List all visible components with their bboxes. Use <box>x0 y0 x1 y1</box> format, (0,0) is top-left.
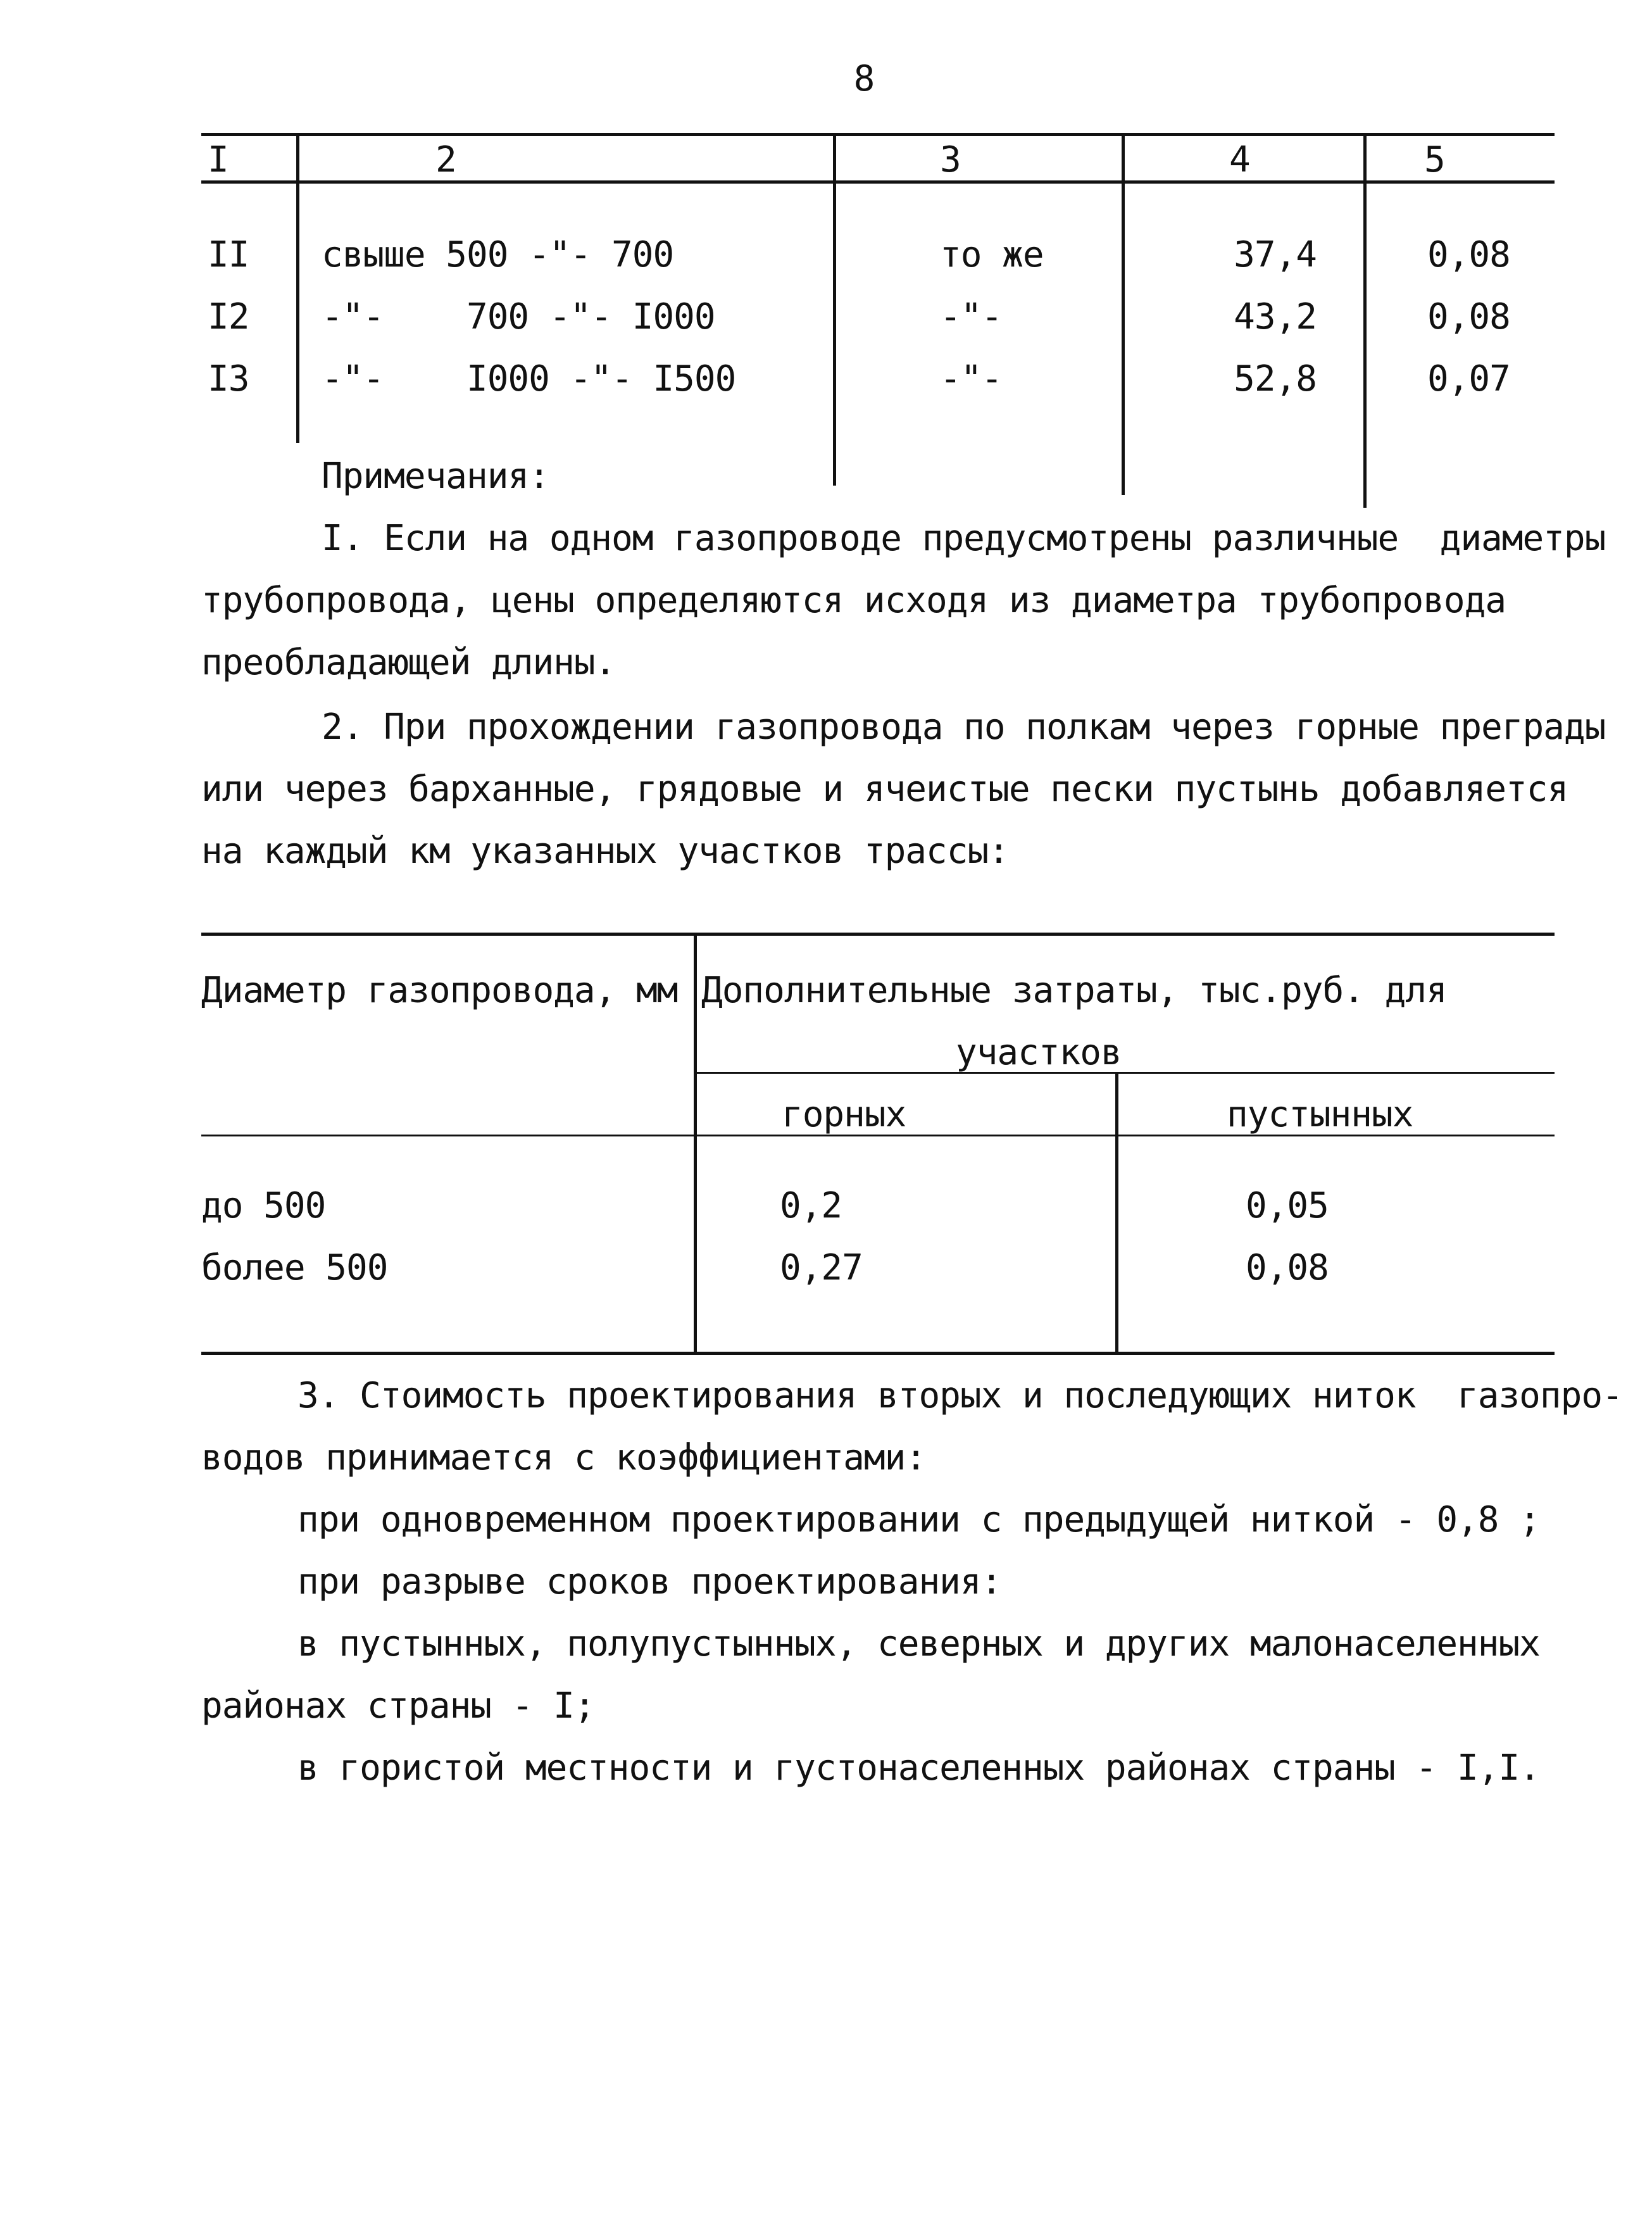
note-line: водов принимается с коэффициентами: <box>201 1437 927 1478</box>
desert-cost: 0,05 <box>1246 1185 1329 1226</box>
table2-subheader-rule <box>696 1072 1555 1074</box>
unit: -"- <box>940 296 1003 337</box>
diameter-range: -"- I000 -"- I500 <box>322 358 736 399</box>
table2-col-divider <box>1115 1073 1118 1353</box>
table1-header-cell: 5 <box>1424 139 1445 180</box>
note-line: I. Если на одном газопроводе предусмотрены различные диаметры <box>322 518 1606 559</box>
table1-header-rule <box>201 180 1555 184</box>
price: 37,4 <box>1234 234 1317 275</box>
coefficient: 0,08 <box>1427 234 1510 275</box>
row-number: I2 <box>208 296 249 337</box>
price: 52,8 <box>1234 358 1317 399</box>
notes-title: Примечания: <box>322 456 549 497</box>
note-line: на каждый км указанных участков трассы: <box>201 831 1009 872</box>
diameter-header: Диаметр газопровода, мм <box>201 970 678 1011</box>
note-line: в гористой местности и густонаселенных районах страны - I,I. <box>297 1747 1540 1789</box>
diameter: до 500 <box>201 1185 326 1226</box>
note-line: 2. При прохождении газопровода по полкам через горные преграды <box>322 707 1606 748</box>
table1-header-cell: 3 <box>940 139 961 180</box>
note-line: или через барханные, грядовые и ячеистые пески пустынь добавляется <box>201 769 1568 810</box>
table1-header-cell: I <box>208 139 228 180</box>
price: 43,2 <box>1234 296 1317 337</box>
mountain-cost: 0,2 <box>780 1185 842 1226</box>
diameter-range: -"- 700 -"- I000 <box>322 296 715 337</box>
note-line: районах страны - I; <box>201 1685 595 1727</box>
table1-col-divider <box>833 134 836 486</box>
table2-col-divider <box>694 934 697 1353</box>
table1-col-divider <box>1122 134 1125 495</box>
table1-header-cell: 4 <box>1229 139 1250 180</box>
page-number: 8 <box>853 58 875 99</box>
coefficient: 0,08 <box>1427 296 1510 337</box>
costs-header: Дополнительные затраты, тыс.руб. для <box>701 970 1447 1011</box>
diameter-range: свыше 500 -"- 700 <box>322 234 674 275</box>
table1-header-cell: 2 <box>435 139 456 180</box>
note-line: при разрыве сроков проектирования: <box>297 1561 1002 1602</box>
diameter: более 500 <box>201 1247 388 1288</box>
note-line: в пустынных, полупустынных, северных и других малонаселенных <box>297 1623 1540 1664</box>
note-line: преобладающей длины. <box>201 642 616 683</box>
table1-col-divider <box>1363 134 1367 508</box>
unit: то же <box>940 234 1044 275</box>
desert-subheader: пустынных <box>1227 1094 1413 1135</box>
desert-cost: 0,08 <box>1246 1247 1329 1288</box>
coefficient: 0,07 <box>1427 358 1510 399</box>
costs-header-line2: участков <box>956 1032 1122 1073</box>
note-line: при одновременном проектировании с предыдущей ниткой - 0,8 ; <box>297 1499 1540 1540</box>
table2-bottom-rule <box>201 1352 1555 1355</box>
table1-col-divider <box>296 134 299 443</box>
unit: -"- <box>940 358 1003 399</box>
mountain-subheader: горных <box>782 1094 906 1135</box>
row-number: II <box>208 234 249 275</box>
note-line: 3. Стоимость проектирования вторых и последующих ниток газопро- <box>297 1375 1623 1416</box>
note-line: трубопровода, цены определяются исходя из диаметра трубопровода <box>201 580 1506 621</box>
table1-top-rule <box>201 133 1555 136</box>
row-number: I3 <box>208 358 249 399</box>
mountain-cost: 0,27 <box>780 1247 863 1288</box>
table2-top-rule <box>201 933 1555 936</box>
